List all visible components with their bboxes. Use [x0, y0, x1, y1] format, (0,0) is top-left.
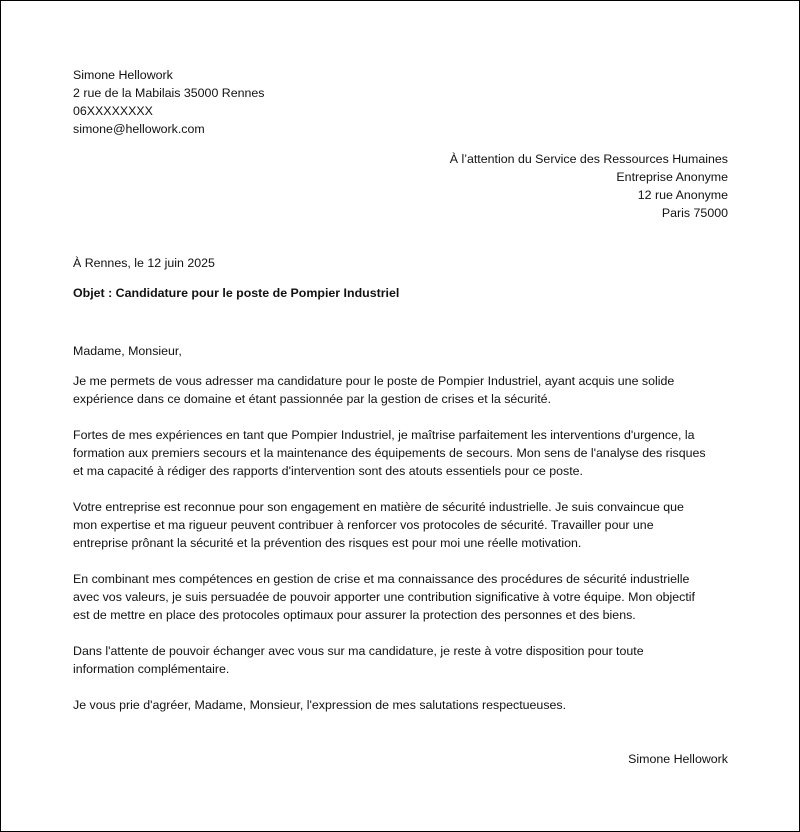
letter-date: À Rennes, le 12 juin 2025	[73, 256, 215, 270]
sender-phone: 06XXXXXXXX	[73, 104, 153, 118]
body-paragraph-1	[73, 372, 733, 408]
letter-subject: Objet : Candidature pour le poste de Pompier Industriel	[73, 286, 400, 300]
paragraph-line: formation aux premiers secours et la maintenance des équipements de secours. Mon sens de l'analyse des risques	[73, 446, 706, 460]
sender-name: Simone Hellowork	[73, 68, 173, 82]
body-paragraph-2	[73, 426, 733, 480]
letter-signature: Simone Hellowork	[628, 752, 728, 766]
body-paragraph-4	[73, 570, 733, 624]
sender-address: 2 rue de la Mabilais 35000 Rennes	[73, 86, 265, 100]
sender-email: simone@hellowork.com	[73, 122, 205, 136]
paragraph-line: En combinant mes compétences en gestion de crise et ma connaissance des procédures de sécurité industrielle	[73, 572, 690, 586]
paragraph-line: Dans l'attente de pouvoir échanger avec vous sur ma candidature, je reste à votre disposition pour toute	[73, 644, 644, 658]
letter-closing: Je vous prie d'agréer, Madame, Monsieur, l'expression de mes salutations respectueuses.	[73, 698, 567, 712]
letter-greeting: Madame, Monsieur,	[73, 344, 182, 358]
paragraph-line: information complémentaire.	[73, 662, 230, 676]
paragraph-line: avec vos valeurs, je suis persuadée de pouvoir apporter une contribution significative à votre équipe. Mon objectif	[73, 590, 695, 604]
recipient-attention: À l’attention du Service des Ressources Humaines	[449, 152, 728, 166]
recipient-company: Entreprise Anonyme	[616, 170, 728, 184]
body-paragraph-3	[73, 498, 733, 552]
paragraph-line: expérience dans ce domaine et étant passionnée par la gestion de crises et la sécurité.	[73, 392, 552, 406]
paragraph-line: mon expertise et ma rigueur peuvent contribuer à renforcer vos protocoles de sécurité. Travailler pour une	[73, 518, 654, 532]
recipient-block	[308, 150, 728, 222]
paragraph-line: est de mettre en place des protocoles optimaux pour assurer la protection des personnes et des biens.	[73, 608, 636, 622]
recipient-street: 12 rue Anonyme	[637, 188, 728, 202]
paragraph-line: entreprise prônant la sécurité et la prévention des risques est pour moi une réelle motivation.	[73, 536, 582, 550]
body-paragraph-5	[73, 642, 733, 678]
paragraph-line: Je me permets de vous adresser ma candidature pour le poste de Pompier Industriel, ayant acquis une solide	[73, 374, 675, 388]
paragraph-line: et ma capacité à rédiger des rapports d'intervention sont des atouts essentiels pour ce poste.	[73, 464, 583, 478]
paragraph-line: Votre entreprise est reconnue pour son engagement en matière de sécurité industrielle. Je suis convaincue que	[73, 500, 684, 514]
sender-block	[73, 66, 473, 138]
paragraph-line: Fortes de mes expériences en tant que Pompier Industriel, je maîtrise parfaitement les interventions d'urgence, la	[73, 428, 695, 442]
recipient-city: Paris 75000	[661, 206, 728, 220]
